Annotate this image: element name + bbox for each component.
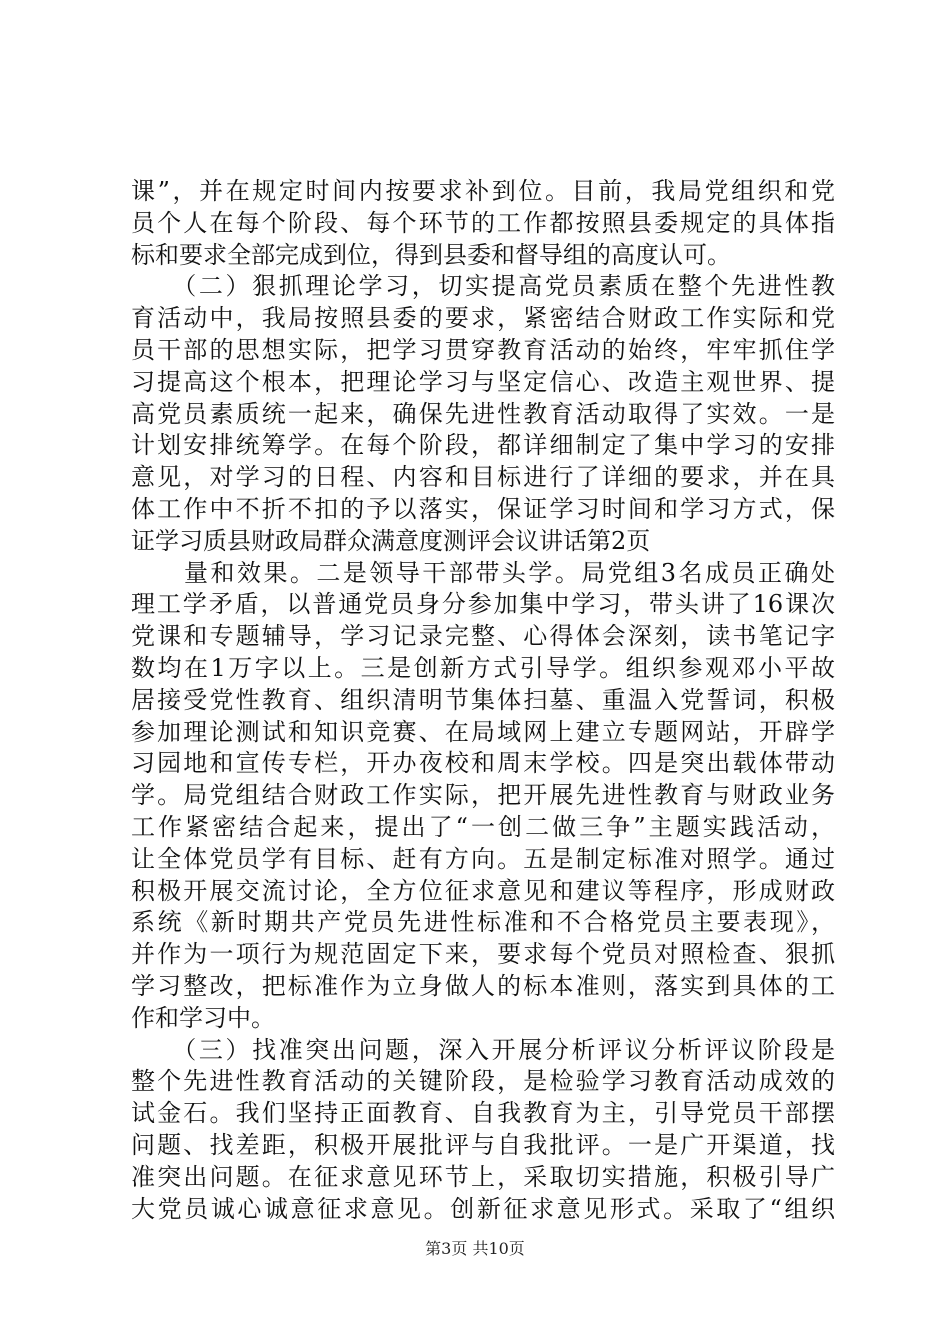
text-line: 数均在1万字以上。三是创新方式引导学。组织参观邓小平故 [131,653,835,682]
text-line: 系统《新时期共产党员先进性标准和不合格党员主要表现》， [131,908,835,937]
text-line: 工作紧密结合起来，提出了“一创二做三争”主题实践活动， [131,812,835,841]
text-line: 高党员素质统一起来，确保先进性教育活动取得了实效。一是 [131,399,835,428]
body-text [131,176,835,1225]
text-line: 让全体党员学有目标、赶有方向。五是制定标准对照学。通过 [131,844,835,873]
text-line: 体工作中不折不扣的予以落实，保证学习时间和学习方式，保 [131,494,835,523]
text-line: 课”，并在规定时间内按要求补到位。目前，我局党组织和党 [131,177,835,205]
text-line: 整个先进性教育活动的关键阶段，是检验学习教育活动成效的 [131,1067,835,1096]
text-line: 学。局党组结合财政工作实际，把开展先进性教育与财政业务 [131,781,835,810]
text-line: 学习整改，把标准作为立身做人的标本准则，落实到具体的工 [131,971,835,1000]
page-footer: 第3页 共10页 [425,1239,525,1258]
text-line: 准突出问题。在征求意见环节上，采取切实措施，积极引导广 [131,1162,835,1191]
text-line: 理工学矛盾，以普通党员身分参加集中学习，带头讲了16课次 [131,590,835,619]
text-line: 计划安排统筹学。在每个阶段，都详细制定了集中学习的安排 [131,431,835,460]
text-line: （三）找准突出问题，深入开展分析评议分析评议阶段是 [131,1035,835,1064]
text-line: 员个人在每个阶段、每个环节的工作都按照县委规定的具体指 [131,208,835,237]
text-line: 大党员诚心诚意征求意见。创新征求意见形式。采取了“组织 [131,1194,835,1223]
text-line: 育活动中，我局按照县委的要求，紧密结合财政工作实际和党 [131,304,835,333]
text-line: 量和效果。二是领导干部带头学。局党组3名成员正确处 [131,558,835,587]
text-line: 积极开展交流讨论，全方位征求意见和建议等程序，形成财政 [131,876,835,905]
text-line: 问题、找差距，积极开展批评与自我批评。一是广开渠道，找 [131,1130,835,1159]
text-line: 并作为一项行为规范固定下来，要求每个党员对照检查、狠抓 [131,940,835,969]
text-line: 习园地和宣传专栏，开办夜校和周末学校。四是突出载体带动 [131,749,835,778]
text-line: 试金石。我们坚持正面教育、自我教育为主，引导党员干部摆 [131,1099,835,1128]
text-line: 标和要求全部完成到位，得到县委和督导组的高度认可。 [131,240,731,269]
text-line: 党课和专题辅导，学习记录完整、心得体会深刻，读书笔记字 [131,622,835,651]
text-line: 作和学习中。 [131,1003,275,1032]
text-line: （二）狠抓理论学习，切实提高党员素质在整个先进性教 [131,272,835,301]
text-line: 意见，对学习的日程、内容和目标进行了详细的要求，并在具 [131,463,835,492]
text-line: 参加理论测试和知识竞赛、在局域网上建立专题网站，开辟学 [131,717,835,746]
text-line: 习提高这个根本，把理论学习与坚定信心、改造主观世界、提 [131,367,835,396]
text-line: 居接受党性教育、组织清明节集体扫墓、重温入党誓词，积极 [131,685,835,714]
text-line: 员干部的思想实际，把学习贯穿教育活动的始终，牢牢抓住学 [131,335,835,364]
text-line: 证学习质县财政局群众满意度测评会议讲话第2页 [131,526,651,555]
